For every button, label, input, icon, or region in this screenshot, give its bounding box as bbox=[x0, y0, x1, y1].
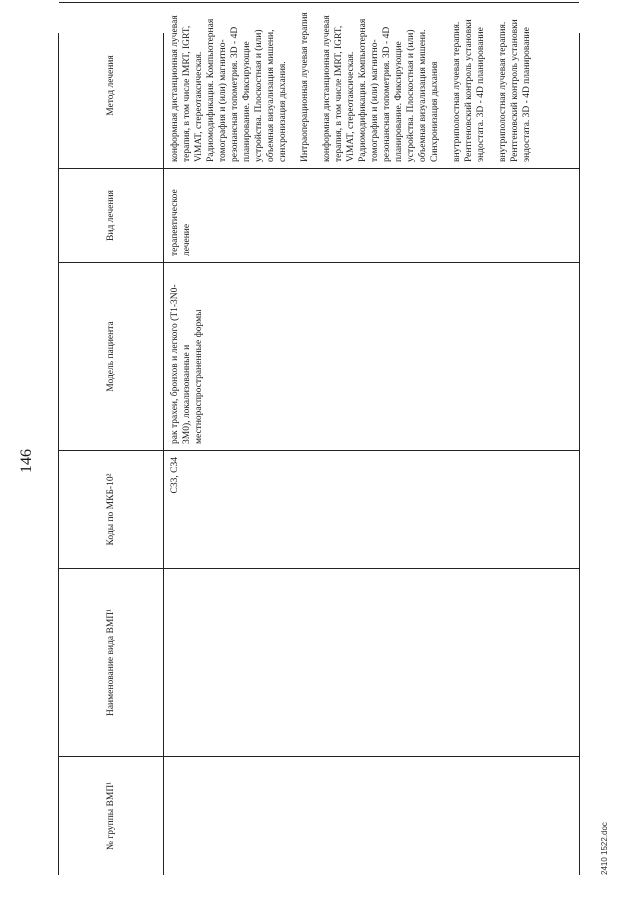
cell-patient-model: рак трахеи, бронхов и легкого (T1-3N0-3M0), локализованные и местнораспространенные формы bbox=[163, 263, 579, 451]
method-item: конформная дистанционная лучевая терапия, в том числе IMRT, IGRT, ViMAT, стереотаксическая. Радиомодификация. Компьютерная томография и (или) магнитно-резонансная топометрия. 3D - 4D планирование. Фиксирующие устройства. Плоскостная и (или) объемная визуализация мишени. Синхронизация дыхания bbox=[322, 15, 440, 162]
header-treatment-type: Вид лечения bbox=[59, 169, 163, 263]
method-item: Интраоперационная лучевая терапия bbox=[300, 12, 310, 162]
cell-mkb-codes: C33, C34 bbox=[163, 451, 579, 569]
header-vmp-name: Наименование вида ВМП¹ bbox=[59, 569, 163, 757]
cell-treatment-method bbox=[163, 3, 579, 169]
header-group-no: № группы ВМП¹ bbox=[106, 781, 116, 851]
page-number: 146 bbox=[18, 449, 35, 473]
header-avg-cost bbox=[59, 0, 163, 3]
method-item: внутриполостная лучевая терапия. Рентгеновский контроль установки эндостата. 3D - 4D планирование bbox=[498, 19, 532, 162]
cell-avg-cost bbox=[163, 0, 579, 3]
header-mkb-codes: Коды по МКБ-10² bbox=[59, 451, 163, 569]
cell-group-no bbox=[163, 757, 579, 875]
method-item: конформная дистанционная лучевая терапия, в том числе IMRT, IGRT, ViMAT, стереотаксическая. Радиомодификация. Компьютерная томография и (или) магнитно-резонансная топометрия. 3D - 4D планирование. Фиксирующие устройства. Плоскостная и (или) объемная визуализация мишени, синхронизация дыхания. bbox=[170, 15, 288, 162]
table-header-row bbox=[59, 33, 164, 875]
method-item: внутриполостная лучевая терапия. Рентгеновский контроль установки эндостата. 3D - 4D планирование bbox=[452, 19, 486, 162]
header-patient-model: Модель пациента bbox=[59, 263, 163, 451]
header-treatment-method: Метод лечения bbox=[59, 3, 163, 169]
table-row bbox=[163, 12, 579, 875]
cell-treatment-type: терапевтическое лечение bbox=[163, 169, 579, 263]
vmp-table bbox=[58, 12, 580, 875]
cell-vmp-name bbox=[163, 569, 579, 757]
footer-doc-name: 2410 1522.doc bbox=[600, 822, 609, 875]
